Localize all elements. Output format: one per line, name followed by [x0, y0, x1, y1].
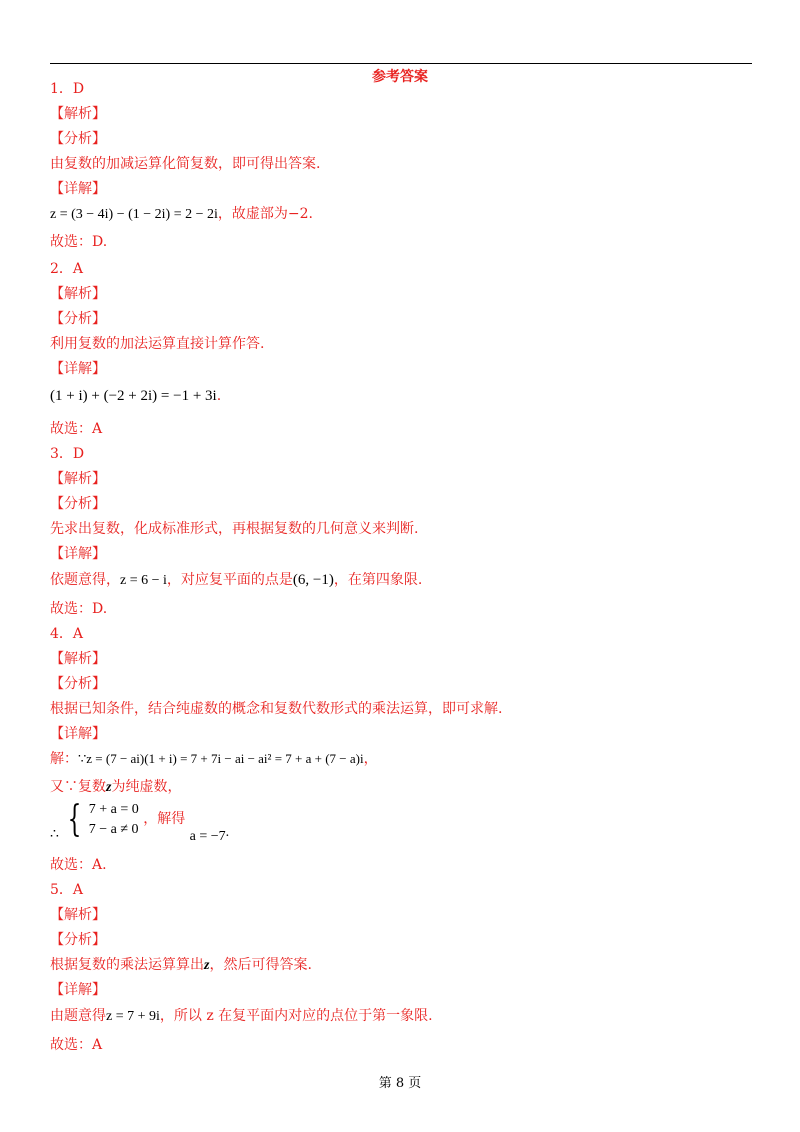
- q3-detail: [50, 570, 422, 591]
- page-title: 参考答案: [372, 69, 428, 85]
- q3-formula: z = 6 − i: [120, 573, 167, 588]
- q3-xiangjie-heading: 【详解】: [50, 546, 106, 562]
- q5-formula: z = 7 + 9i: [106, 1009, 160, 1024]
- q2-jiexi-heading: 【解析】: [50, 286, 106, 302]
- q5-answer: 5．A: [50, 882, 84, 898]
- q4-system: [50, 800, 229, 847]
- q5-jiexi-heading: 【解析】: [50, 907, 106, 923]
- page-number: 第 8 页: [378, 1076, 422, 1091]
- q2-answer: 2．A: [50, 261, 84, 277]
- q3-jiexi-heading: 【解析】: [50, 471, 106, 487]
- q1-detail-tail: ，故虚部为−2.: [217, 206, 313, 222]
- q2-detail-tail: .: [216, 388, 222, 404]
- q5-detail: [50, 1007, 433, 1027]
- q5-detail-pre: 由题意得: [50, 1008, 106, 1024]
- q3-answer: 3．D: [50, 446, 85, 462]
- q3-analysis: 先求出复数，化成标准形式，再根据复数的几何意义来判断.: [50, 521, 419, 537]
- q1-answer: 1．D: [50, 81, 85, 97]
- q4-also: [50, 778, 181, 798]
- q3-detail-tail: ，在第四象限.: [333, 572, 423, 588]
- q3-conclusion: 故选：D.: [50, 601, 108, 617]
- q2-conclusion: 故选：A: [50, 421, 103, 437]
- q4-solution: [50, 750, 378, 770]
- q1-formula: z = (3 − 4i) − (1 − 2i) = 2 − 2i: [50, 207, 218, 222]
- q4-analysis: 根据已知条件，结合纯虚数的概念和复数代数形式的乘法运算，即可求解.: [50, 701, 503, 717]
- q5-fenxi-heading: 【分析】: [50, 932, 106, 948]
- q3-point: (6, −1): [292, 572, 334, 588]
- q5-xiangjie-heading: 【详解】: [50, 982, 106, 998]
- q1-jiexi-heading: 【解析】: [50, 106, 106, 122]
- q1-fenxi-heading: 【分析】: [50, 131, 106, 147]
- q4-solution-pre: 解：: [50, 751, 78, 767]
- q4-xiangjie-heading: 【详解】: [50, 726, 106, 742]
- q2-detail: [50, 386, 221, 407]
- q4-equation-2: 7 − a ≠ 0: [88, 822, 139, 837]
- q4-answer: 4．A: [50, 626, 84, 642]
- q4-also-pre: 又∵复数: [50, 779, 106, 795]
- header-rule: [50, 63, 752, 64]
- q4-result-tail: .: [225, 825, 230, 840]
- q4-jiexi-heading: 【解析】: [50, 651, 106, 667]
- q4-also-z: z: [106, 780, 112, 795]
- q4-conclusion: 故选：A.: [50, 857, 107, 873]
- q2-fenxi-heading: 【分析】: [50, 311, 106, 327]
- q4-brace: {: [67, 799, 82, 840]
- q4-equation-1: 7 + a = 0: [88, 802, 139, 817]
- q3-detail-pre: 依题意得，: [50, 572, 120, 588]
- q1-analysis: 由复数的加减运算化简复数，即可得出答案.: [50, 156, 321, 172]
- q5-analysis-z: z: [204, 958, 210, 973]
- q4-formula: ∵z = (7 − ai)(1 + i) = 7 + 7i − ai − ai² = 7 + a + (7 − a)i: [78, 751, 364, 766]
- q4-result: a = −7: [189, 829, 226, 844]
- q2-analysis: 利用复数的加法运算直接计算作答.: [50, 336, 265, 352]
- q5-analysis-tail: ，然后可得答案.: [209, 957, 312, 973]
- q2-xiangjie-heading: 【详解】: [50, 361, 106, 377]
- q5-detail-tail: ，所以 z 在复平面内对应的点位于第一象限.: [159, 1008, 433, 1024]
- q5-analysis: [50, 956, 312, 976]
- q5-conclusion: 故选：A: [50, 1037, 103, 1053]
- q3-fenxi-heading: 【分析】: [50, 496, 106, 512]
- q3-detail-mid: ，对应复平面的点是: [166, 572, 293, 588]
- q1-detail: [50, 205, 313, 225]
- q4-solve-text: ，解得: [143, 811, 186, 828]
- q4-fenxi-heading: 【分析】: [50, 676, 106, 692]
- q1-conclusion: 故选：D.: [50, 234, 108, 250]
- q4-also-tail: 为纯虚数，: [111, 779, 182, 795]
- q1-xiangjie-heading: 【详解】: [50, 181, 106, 197]
- q4-system-equations: [89, 800, 139, 840]
- q5-analysis-pre: 根据复数的乘法运算算出: [50, 957, 204, 973]
- q4-solution-tail: ，: [363, 751, 378, 767]
- q4-therefore-symbol: ∴: [50, 827, 59, 842]
- q2-formula: (1 + i) + (−2 + 2i) = −1 + 3i: [50, 388, 217, 404]
